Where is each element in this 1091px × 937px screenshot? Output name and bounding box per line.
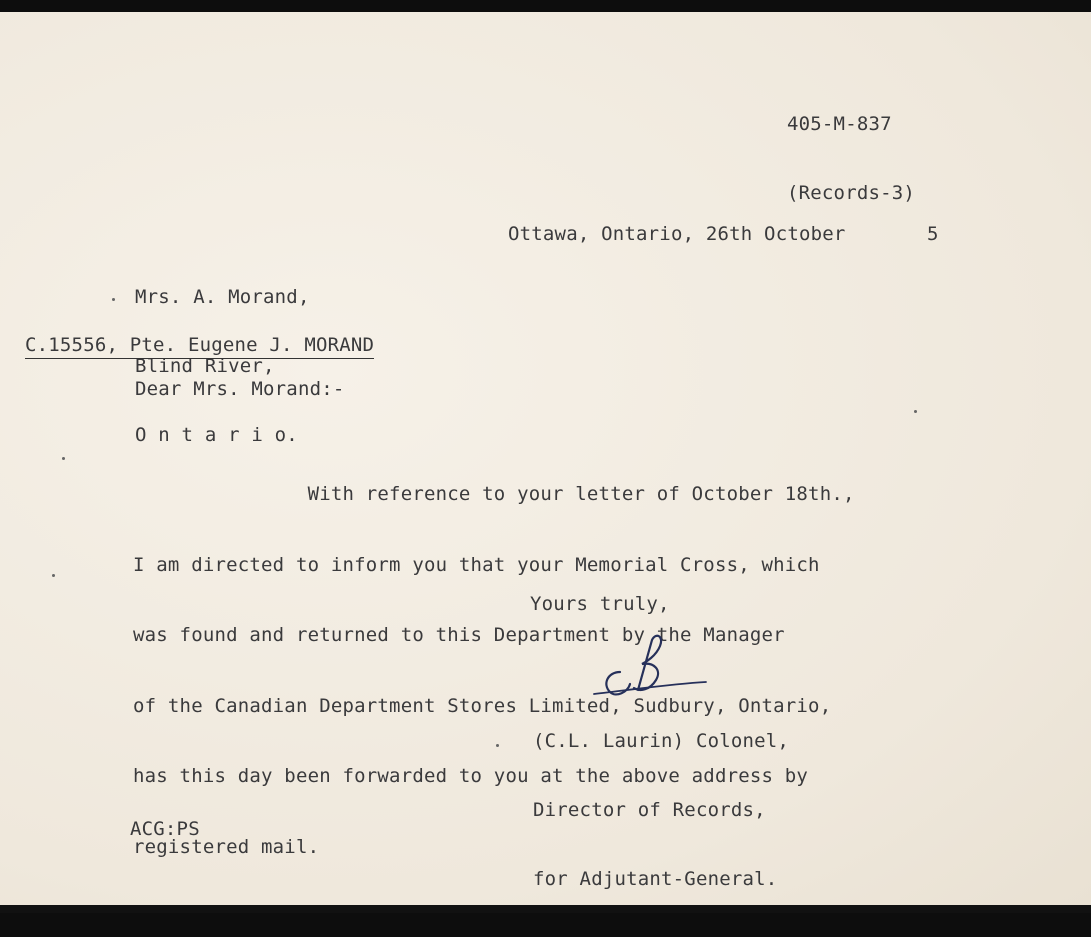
subject-line: C.15556, Pte. Eugene J. MORAND [25,334,374,359]
recipient-town: Blind River, [135,355,275,377]
dateline: Ottawa, Ontario, 26th October 5 [508,223,939,245]
records-reference: (Records-3) [787,182,916,204]
paper-speck [496,744,499,747]
typist-initials: ACG:PS [130,818,200,840]
paper-speck [52,574,55,577]
paper-speck [112,298,115,301]
body-line: I am directed to inform you that your Memorial Cross, which [133,553,820,576]
salutation: Dear Mrs. Morand:- [135,378,345,400]
file-number: 405-M-837 [787,113,892,135]
paper-speck [62,457,65,460]
body-line: With reference to your letter of October 18th., [133,483,855,505]
recipient-province: O n t a r i o. [135,424,298,446]
body-line: of the Canadian Department Stores Limited, Sudbury, Ontario, [133,694,832,717]
recipient-name: Mrs. A. Morand, [135,286,310,308]
body-line: registered mail. [133,835,320,858]
scan-border [0,905,1091,913]
body-line: has this day been forwarded to you at the above address by [133,765,809,787]
signatory-authority: for Adjutant-General. [533,868,778,890]
paper-speck [914,410,917,413]
body-line: was found and returned to this Department by the Manager [133,624,785,646]
signature-block [533,684,789,937]
signatory-title: Director of Records, [533,799,766,821]
letter-page [0,12,1091,905]
closing: Yours truly, [530,593,670,615]
signatory-name: (C.L. Laurin) Colonel, [533,730,790,752]
